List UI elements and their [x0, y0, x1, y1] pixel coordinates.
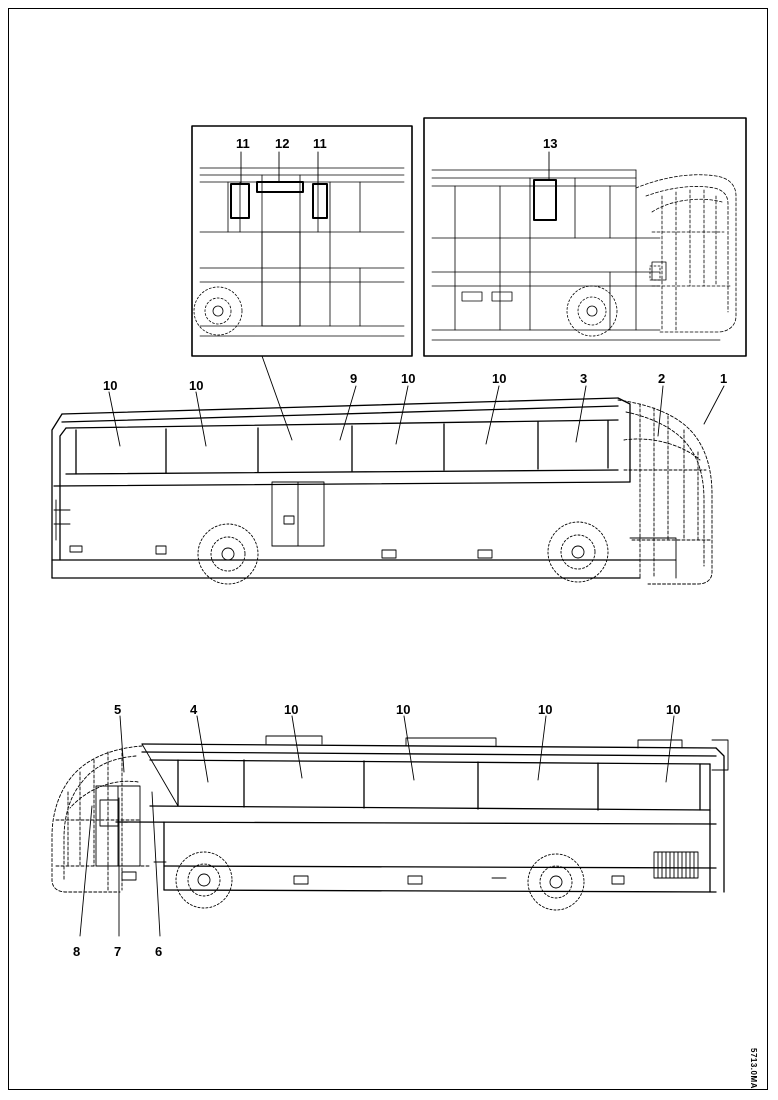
lower-bus-windows	[178, 760, 700, 810]
detail-left-highlight-11b	[313, 184, 327, 218]
detail-panel-right-box	[424, 118, 746, 356]
detail-to-view-leader	[262, 356, 292, 440]
callout-upper-2: 2	[658, 371, 666, 386]
callout-lower-6: 6	[155, 944, 163, 959]
callout-13: 13	[543, 136, 558, 151]
callout-lower-10-c: 10	[538, 702, 553, 717]
upper-bus-details	[54, 400, 712, 584]
upper-bus-windows	[76, 421, 608, 474]
lower-bus-wheels	[176, 852, 584, 910]
callout-lower-8: 8	[73, 944, 81, 959]
lower-bus-body	[116, 744, 724, 892]
callout-upper-9: 9	[350, 371, 358, 386]
upper-view-leaders	[109, 386, 724, 446]
callout-upper-1: 1	[720, 371, 728, 386]
callout-lower-10-b: 10	[396, 702, 411, 717]
callout-lower-5: 5	[114, 702, 122, 717]
callout-lower-10-a: 10	[284, 702, 299, 717]
callout-12: 12	[275, 136, 290, 151]
detail-panel-left-content	[194, 168, 404, 336]
callout-11-left: 11	[236, 136, 250, 151]
detail-panel-right-content	[432, 170, 736, 340]
sheet-code: 5713.0MA	[749, 1048, 758, 1089]
callout-lower-10-d: 10	[666, 702, 681, 717]
upper-bus-wheels	[198, 522, 608, 584]
callout-lower-7: 7	[114, 944, 122, 959]
lower-view-leaders	[80, 716, 674, 936]
callout-upper-10-c: 10	[401, 371, 416, 386]
callout-11-right: 11	[313, 136, 327, 151]
callout-upper-10-b: 10	[189, 378, 204, 393]
callout-lower-4: 4	[190, 702, 198, 717]
detail-left-highlight-12	[257, 182, 303, 192]
callout-upper-10-a: 10	[103, 378, 118, 393]
callout-upper-10-d: 10	[492, 371, 507, 386]
upper-bus-body	[52, 398, 640, 578]
callout-upper-3: 3	[580, 371, 588, 386]
